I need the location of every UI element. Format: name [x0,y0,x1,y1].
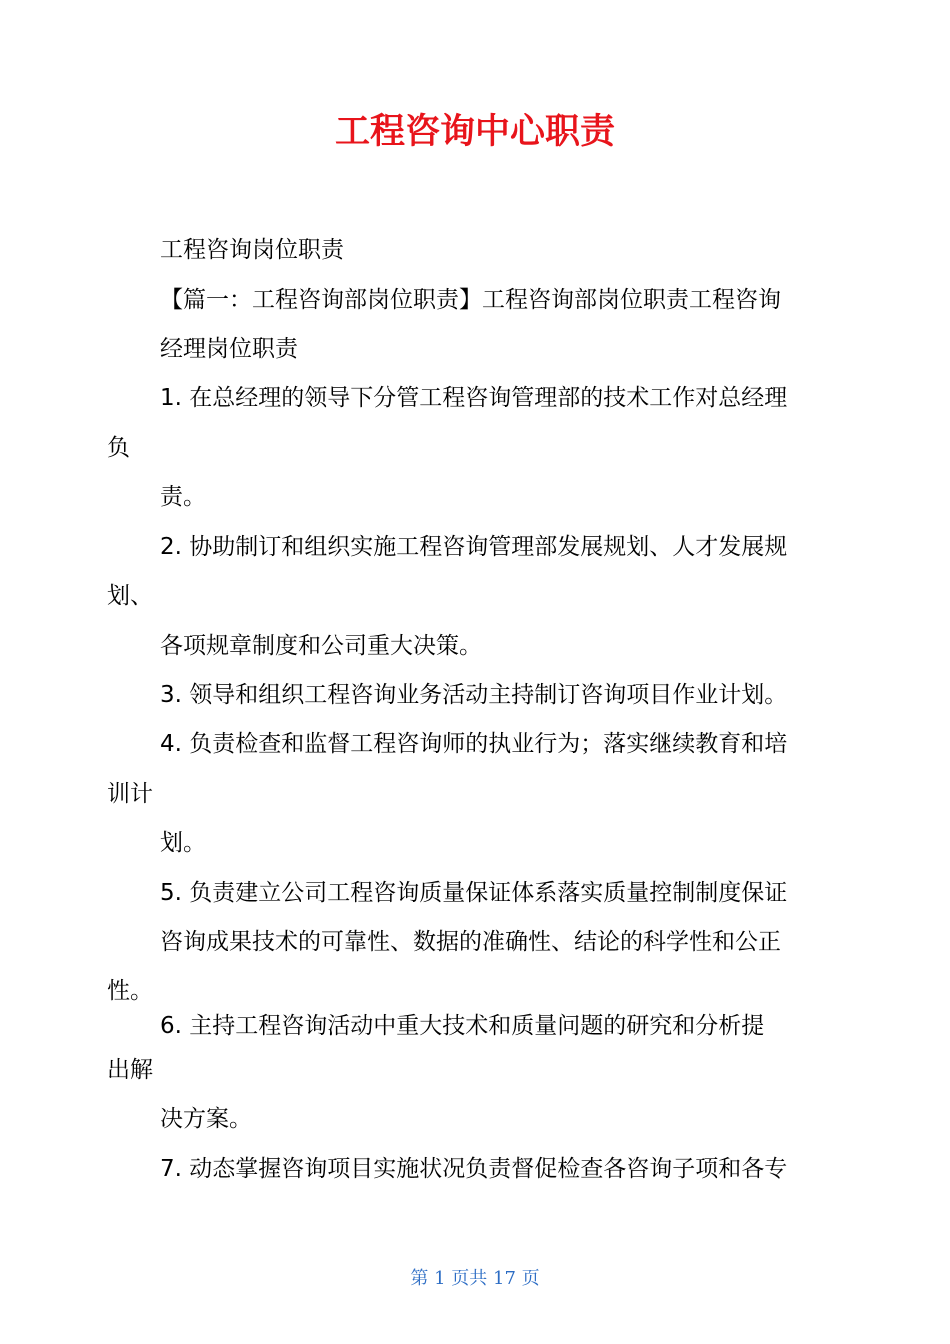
document-title: 工程咨询中心职责 [334,112,615,152]
text-line: 4. 负责检查和监督工程咨询师的执业行为；落实继续教育和培 [160,731,788,757]
text-line: 2. 协助制订和组织实施工程咨询管理部发展规划、人才发展规 [160,534,788,560]
text-line: 训计 [107,781,153,807]
text-line: 决方案。 [160,1106,252,1132]
text-line: 划。 [160,830,206,856]
text-line: 出解 [107,1057,153,1083]
text-line: 性。 [107,978,153,1004]
text-line: 3. 领导和组织工程咨询业务活动主持制订咨询项目作业计划。 [160,682,788,708]
text-line: 咨询成果技术的可靠性、数据的准确性、结论的科学性和公正 [160,929,781,955]
text-line: 责。 [160,484,206,510]
text-line: 划、 [107,583,153,609]
text-line: 7. 动态掌握咨询项目实施状况负责督促检查各咨询子项和各专 [160,1156,788,1182]
text-line: 1. 在总经理的领导下分管工程咨询管理部的技术工作对总经理 [160,385,788,411]
text-line: 【篇一：工程咨询部岗位职责】工程咨询部岗位职责工程咨询 [160,287,781,313]
text-line: 负 [107,435,130,461]
text-line: 5. 负责建立公司工程咨询质量保证体系落实质量控制制度保证 [160,880,788,906]
text-line: 工程咨询岗位职责 [160,237,344,263]
page-number-footer: 第 1 页共 17 页 [410,1268,540,1289]
text-line: 各项规章制度和公司重大决策。 [160,633,482,659]
text-line: 6. 主持工程咨询活动中重大技术和质量问题的研究和分析提 [160,1013,765,1039]
text-line: 经理岗位职责 [160,336,298,362]
